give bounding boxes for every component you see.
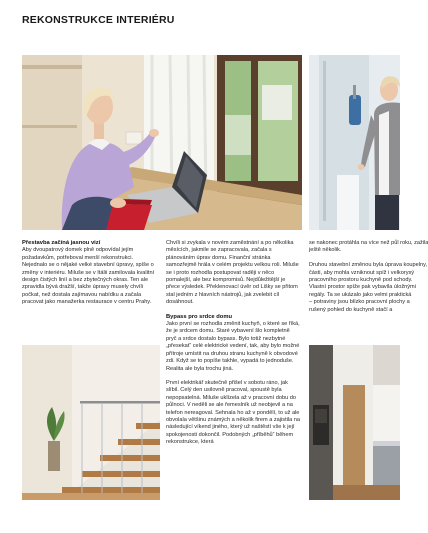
- article-column-1: [22, 240, 156, 314]
- col3-line: [309, 255, 400, 262]
- heading-vision: Přestavba začíná jasnou vizí: [22, 240, 101, 246]
- paragraph-kitchen: Jako první se rozhodla změnit kuchyň, o které se říká, že je srdcem domu. Staré vybavení šlo kompletně pryč a srdce dostalo bypass. Bylo totiž nezbytné „přesekat“ celé elektrické vedení, tak, aby bylo možné přítroje umístit na druhou stranu kuchyně k obvodové zdi. Když se to popíše takhle, vypadá to jednoduše. Realita ale byla trochu jiná.: [166, 321, 300, 372]
- heading-bypass: Bypass pro srdce domu: [166, 313, 233, 320]
- photo-woman-in-bathroom: [309, 55, 400, 230]
- photo-kitchen: [309, 345, 400, 500]
- photo-woman-at-desk: [22, 55, 302, 230]
- section-title: REKONSTRUKCE INTERIÉRU: [22, 14, 175, 26]
- col3-line: – potraviny jsou blízko pracovní plochy a: [309, 299, 410, 306]
- article-column-2: [166, 240, 300, 454]
- paragraph-planning: Chvíli si zvykala v novém zaměstnání a po několika měsících, jakmile se zapracovala, začala s plánováním úprav domu. Finanční stránka samozřejmě hrála v celém projektu velkou roli. Miluše se i proto rozhodla postupovat raději v něco pomalejší, ale bez kompromisů. Nejdůležitější je přece výsledek. Překlenovací úvěr od Lišky se přitom stal jedním z hlavních nástrojů, jak zvelebit cíl dosáhnout.: [166, 240, 299, 306]
- col3-line: rušený pohled do kuchyně stačí a: [309, 306, 393, 313]
- col3-line: části, aby mohla vzniknout spíž i velkorysý: [309, 269, 415, 276]
- col3-line: se nakonec protáhla na více než půl roku, zažila: [309, 240, 428, 246]
- col3-line: Vlastní prostor spíže pak vybavila úložnými: [309, 284, 416, 291]
- paragraph-vision: Aby dvoupatrový domek plně odpovídal jejím požadavkům, potřeboval menší rekonstrukci. Nejednalo se o nějaké velké stavební úpravy, spíše o změny v interiéru. Miluše se v Itálii zamilovala kvalitní design čistých linií a bez zbytečných okras. Ten ale zpravidla bývá dražší, takže úpravy musely chvíli počkat, než dostala zajímavou nabídku a začala pracovat jako manažerka restaurace v centru Prahy.: [22, 247, 155, 306]
- article-column-3: [309, 240, 428, 314]
- col3-line: ještě několik.: [309, 247, 342, 254]
- col3-line: Druhou stavební změnou byla úprava koupelny,: [309, 262, 428, 269]
- col3-line: regály. Ta se ukázalo jako velmi praktická: [309, 291, 412, 298]
- col3-line: pracovního prostoru kuchyně pod schody.: [309, 277, 413, 284]
- photo-staircase: [22, 345, 160, 500]
- paragraph-electrician: První elektrikář skutečně přišel v sobotu ráno, jak slíbil. Celý den usilovně pracoval, spoustě byla nepopsatelná. Miluše uklízela až v pracovní dobu do půlnoci. V neděli se ale řemeslník už neobjevil a na telefon nereagoval. Sehnala ho až v pondělí, to už ale obvolala většinu známých a několik firem a zajistila na následující víkend jiného, který už naštěstí vše k její spokojenosti dokončil. Podobných „příběhů“ během rekonstrukce, která: [166, 379, 301, 446]
